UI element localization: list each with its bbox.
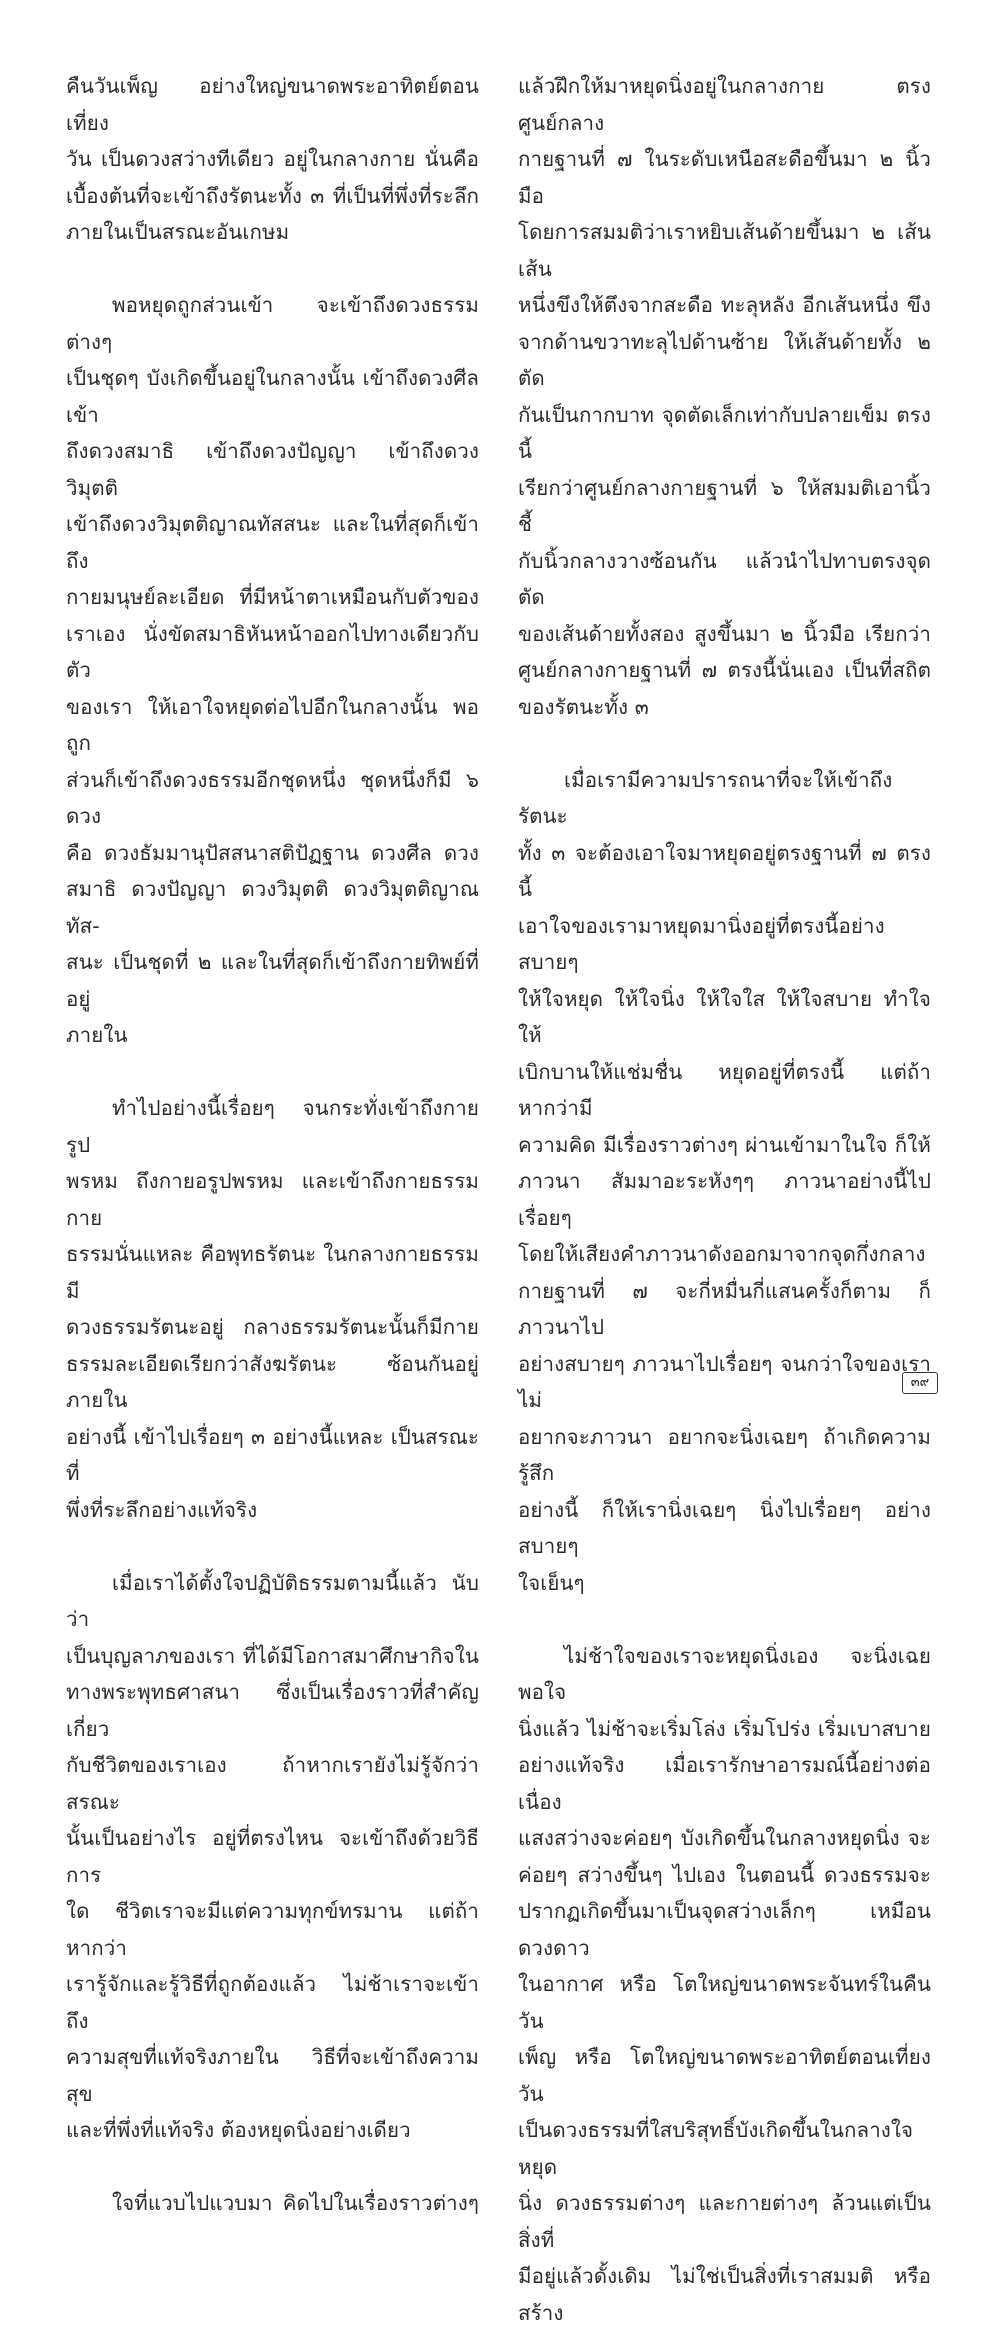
text-line: ธรรมนั่นแหละ คือพุทธรัตนะ ในกลางกายธรรมมี — [66, 1242, 479, 1303]
text-line: อย่างสบายๆ ภาวนาไปเรื่อยๆ จนกว่าใจของเรา ไม่ — [518, 1351, 931, 1412]
text-line: ใจเย็นๆ — [518, 1570, 585, 1595]
paragraph-gap — [518, 1601, 931, 1638]
text-line: ภาวนา สัมมาอะระหังๆๆ ภาวนาอย่างนี้ไปเรื่อยๆ — [518, 1169, 931, 1230]
text-line: ในอากาศ หรือ โตใหญ่ขนาดพระจันทร์ในคืนวัน — [518, 1972, 931, 2033]
text-line: นิ่ง ดวงธรรมต่างๆ และกายต่างๆ ล้วนแต่เป็นสิ่งที่ — [518, 2191, 931, 2252]
text-line: กายมนุษย์ละเอียด ที่มีหน้าตาเหมือนกับตัวของ — [66, 585, 479, 609]
text-line: หนึ่งขึงให้ตึงจากสะดือ ทะลุหลัง อีกเส้นหนึ่ง ขึง — [518, 293, 931, 317]
text-line: ของเส้นด้ายทั้งสอง สูงขึ้นมา ๒ นิ้วมือ เรียกว่า — [518, 621, 931, 646]
text-line: ปรากฏเกิดขึ้นมาเป็นจุดสว่างเล็กๆ เหมือนดวงดาว — [518, 1899, 931, 1960]
text-line: พึ่งที่ระลึกอย่างแท้จริง — [66, 1497, 258, 1522]
text-line: แสงสว่างจะค่อยๆ บังเกิดขึ้นในกลางหยุดนิ่ง จะ — [518, 1826, 931, 1850]
text-line: ถึงดวงสมาธิ เข้าถึงดวงปัญญา เข้าถึงดวงวิมุตติ — [66, 439, 479, 500]
text-line: มีอยู่แล้วดั้งเดิม ไม่ใช่เป็นสิ่งที่เราสมมติ หรือสร้าง — [518, 2264, 931, 2325]
text-line: ภายใน — [66, 1023, 128, 1047]
paragraph-gap — [66, 251, 479, 288]
text-line: อย่างแท้จริง เมื่อเรารักษาอารมณ์นี้อย่างต่อเนื่อง — [518, 1753, 931, 1814]
text-line: อยากจะภาวนา อยากจะนิ่งเฉยๆ ถ้าเกิดความรู้สึก — [518, 1424, 931, 1485]
text-line: ความสุขที่แท้จริงภายใน วิธีที่จะเข้าถึงความสุข — [66, 2045, 479, 2106]
text-line: อย่างนี้ ก็ให้เรานิ่งเฉยๆ นิ่งไปเรื่อยๆ อย่างสบายๆ — [518, 1497, 931, 1558]
paragraph-gap — [66, 1054, 479, 1091]
page-number: ๓๙ — [902, 1372, 938, 1394]
text-line: ทางพระพุทธศาสนา ซึ่งเป็นเรื่องราวที่สำคัญเกี่ยว — [66, 1680, 479, 1741]
text-line: ของรัตนะทั้ง ๓ — [518, 694, 649, 719]
text-line: ความคิด มีเรื่องราวต่างๆ ผ่านเข้ามาในใจ ก็ให้ — [518, 1132, 931, 1157]
text-line: เอาใจของเรามาหยุดมานิ่งอยู่ที่ตรงนี้อย่างสบายๆ — [518, 913, 885, 974]
text-line: ส่วนก็เข้าถึงดวงธรรมอีกชุดหนึ่ง ชุดหนึ่งก็มี ๖ ดวง — [66, 767, 479, 828]
text-line: กายฐานที่ ๗ ในระดับเหนือสะดือขึ้นมา ๒ นิ้วมือ — [518, 147, 931, 208]
text-line: จากด้านขวาทะลุไปด้านซ้าย ให้เส้นด้ายทั้ง ๒ ตัด — [518, 329, 931, 390]
text-line: นิ่งแล้ว ไม่ช้าจะเริ่มโล่ง เริ่มโปร่ง เริ่มเบาสบาย — [518, 1716, 931, 1741]
text-line: เบิกบานให้แช่มชื่น หยุดอยู่ที่ตรงนี้ แต่ถ้าหากว่ามี — [518, 1059, 931, 1120]
text-line: ดวงธรรมรัตนะอยู่ กลางธรรมรัตนะนั้นก็มีกาย — [66, 1315, 479, 1339]
text-line: คืนวันเพ็ญ อย่างใหญ่ขนาดพระอาทิตย์ตอนเที่ยง — [66, 74, 479, 135]
text-line: ให้ใจหยุด ให้ใจนิ่ง ให้ใจใส ให้ใจสบาย ทำใจให้ — [518, 986, 931, 1047]
text-line: เพ็ญ หรือ โตใหญ่ขนาดพระอาทิตย์ตอนเที่ยงวัน — [518, 2045, 931, 2106]
text-line: วัน เป็นดวงสว่างทีเดียว อยู่ในกลางกาย นั่นคือ — [66, 147, 479, 171]
text-line: ค่อยๆ สว่างขึ้นๆ ไปเอง ในตอนนี้ ดวงธรรมจะ — [518, 1862, 931, 1887]
left-column — [66, 68, 479, 2222]
text-line: พรหม ถึงกายอรูปพรหม และเข้าถึงกายธรรม กาย — [66, 1169, 479, 1230]
text-line: กับชีวิตของเราเอง ถ้าหากเรายังไม่รู้จักว่า สรณะ — [66, 1753, 479, 1814]
text-line: กันเป็นกากบาท จุดตัดเล็กเท่ากับปลายเข็ม ตรงนี้ — [518, 402, 931, 463]
text-line: เป็นดวงธรรมที่ใสบริสุทธิ์บังเกิดขึ้นในกลางใจหยุด — [518, 2118, 914, 2179]
text-line: ทำไปอย่างนี้เรื่อยๆ จนกระทั่งเข้าถึงกายรูป — [66, 1096, 479, 1157]
text-line: เป็นบุญลาภของเรา ที่ได้มีโอกาสมาศึกษากิจใน — [66, 1643, 479, 1668]
text-line: คือ ดวงธัมมานุปัสสนาสติปัฏฐาน ดวงศีล ดวง — [66, 840, 479, 865]
text-line: เข้าถึงดวงวิมุตติญาณทัสสนะ และในที่สุดก็เข้าถึง — [66, 512, 479, 573]
text-line: เมื่อเราได้ตั้งใจปฏิบัติธรรมตามนี้แล้ว นับว่า — [66, 1570, 479, 1631]
paragraph-gap — [518, 725, 931, 762]
text-line: ไม่ช้าใจของเราจะหยุดนิ่งเอง จะนิ่งเฉย พอใจ — [518, 1643, 931, 1704]
text-line: เป็นชุดๆ บังเกิดขึ้นอยู่ในกลางนั้น เข้าถึงดวงศีลเข้า — [66, 366, 479, 427]
text-line: กายฐานที่ ๗ จะกี่หมื่นกี่แสนครั้งก็ตาม ก็ภาวนาไป — [518, 1278, 931, 1339]
text-line: เรารู้จักและรู้วิธีที่ถูกต้องแล้ว ไม่ช้าเราจะเข้าถึง — [66, 1972, 479, 2033]
text-line: สมาธิ ดวงปัญญา ดวงวิมุตติ ดวงวิมุตติญาณทัส- — [66, 877, 479, 938]
text-line: ใด ชีวิตเราจะมีแต่ความทุกข์ทรมาน แต่ถ้าหากว่า — [66, 1899, 479, 1960]
text-line: เบื้องต้นที่จะเข้าถึงรัตนะทั้ง ๓ ที่เป็นที่พึ่งที่ระลึก — [66, 183, 479, 208]
text-line: ภายในเป็นสรณะอันเกษม — [66, 220, 290, 244]
text-line: สนะ เป็นชุดที่ ๒ และในที่สุดก็เข้าถึงกายทิพย์ที่อยู่ — [66, 950, 479, 1011]
text-line: เมื่อเรามีความปรารถนาที่จะให้เข้าถึงรัตนะ — [518, 767, 893, 828]
text-line: ของเรา ให้เอาใจหยุดต่อไปอีกในกลางนั้น พอถูก — [66, 694, 479, 755]
right-column — [518, 68, 931, 2331]
text-line: เราเอง นั่งขัดสมาธิหันหน้าออกไปทางเดียวกับตัว — [66, 621, 479, 682]
text-line: อย่างนี้ เข้าไปเรื่อยๆ ๓ อย่างนี้แหละ เป็นสรณะที่ — [66, 1424, 479, 1485]
text-line: ใจที่แวบไปแวบมา คิดไปในเรื่องราวต่างๆ — [112, 2191, 479, 2215]
text-line: นั้นเป็นอย่างไร อยู่ที่ตรงไหน จะเข้าถึงด้วยวิธีการ — [66, 1826, 479, 1887]
text-line: แล้วฝึกให้มาหยุดนิ่งอยู่ในกลางกาย ตรงศูนย์กลาง — [518, 74, 931, 135]
paragraph-gap — [66, 2149, 479, 2186]
text-line: โดยให้เสียงคำภาวนาดังออกมาจากจุดกึ่งกลาง — [518, 1242, 926, 1266]
text-line: ทั้ง ๓ จะต้องเอาใจมาหยุดอยู่ตรงฐานที่ ๗ ตรงนี้ — [518, 840, 931, 901]
text-line: พอหยุดถูกส่วนเข้า จะเข้าถึงดวงธรรมต่างๆ — [66, 293, 479, 354]
text-line: เรียกว่าศูนย์กลางกายฐานที่ ๖ ให้สมมติเอานิ้วชี้ — [518, 475, 931, 536]
text-line: และที่พึ่งที่แท้จริง ต้องหยุดนิ่งอย่างเดียว — [66, 2118, 411, 2142]
text-line: โดยการสมมติว่าเราหยิบเส้นด้ายขึ้นมา ๒ เส้น เส้น — [518, 220, 931, 281]
paragraph-gap — [66, 1528, 479, 1565]
text-line: ธรรมละเอียดเรียกว่าสังฆรัตนะ ซ้อนกันอยู่ภายใน — [66, 1351, 479, 1412]
text-line: กับนิ้วกลางวางซ้อนกัน แล้วนำไปทาบตรงจุดตัด — [518, 548, 931, 609]
text-line: ศูนย์กลางกายฐานที่ ๗ ตรงนี้นั่นเอง เป็นที่สถิต — [518, 658, 931, 682]
